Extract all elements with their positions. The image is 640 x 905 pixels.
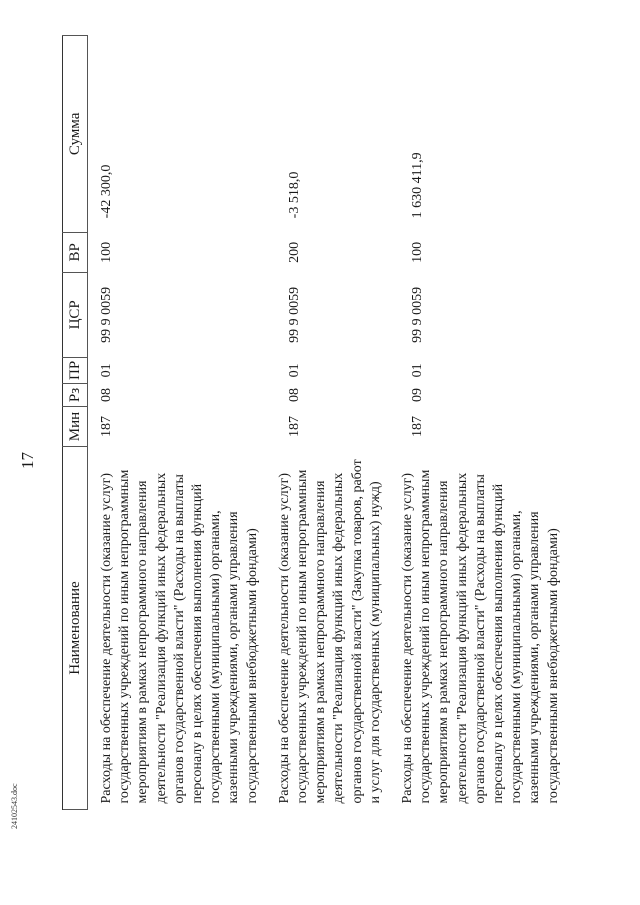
cell-sum: 1 630 411,9 — [410, 152, 426, 219]
cell-csr: 99 9 0059 — [99, 286, 114, 343]
file-name-footer: 24102543.doc — [10, 783, 19, 829]
cell-vr: 100 — [99, 241, 114, 263]
header-vr: ВР — [63, 232, 88, 272]
cell-rz: 08 — [99, 388, 114, 402]
header-rz: Рз — [63, 384, 88, 407]
cell-vr: 200 — [286, 241, 302, 263]
header-name: Наименование — [63, 447, 88, 810]
row-name-text: Расходы на обеспечение деятельности (оказание услуг) государственных учреждений по иным непрограммным мероприятиям в рамках непрограммного направления деятельности "Реализация функций иных федеральных органов государственной власти" (Закупка товаров, работ и услуг для государственных (муниципальных) нужд) — [276, 459, 383, 804]
page-number: 17 — [18, 452, 37, 469]
table-row — [276, 35, 399, 809]
cell-csr: 99 9 0059 — [410, 286, 426, 343]
cell-rz: 08 — [286, 388, 302, 402]
row-name-text: Расходы на обеспечение деятельности (оказание услуг) государственных учреждений по иным непрограммным мероприятиям в рамках непрограммного направления деятельности "Реализация функций иных федеральных органов государственной власти" (Расходы на выплаты персоналу в целях обеспечения выполнения функций государственными (муниципальными) органами, казенными учреждениями, органами управления государственными внебюджетными фондами) — [400, 469, 561, 804]
cell-pr: 01 — [99, 363, 114, 378]
cell-min: 187 — [410, 416, 426, 437]
cell-vr: 100 — [410, 241, 426, 263]
cell-csr: 99 9 0059 — [286, 286, 302, 343]
budget-table — [62, 35, 577, 810]
cell-name — [88, 447, 276, 810]
cell-min: 187 — [286, 416, 302, 437]
header-csr: ЦСР — [63, 272, 88, 357]
table-row — [88, 35, 276, 809]
cell-name — [276, 447, 399, 810]
header-sum: Сумма — [63, 35, 88, 232]
header-pr: ПР — [63, 357, 88, 383]
table-row — [399, 35, 577, 809]
row-name-text: Расходы на обеспечение деятельности (оказание услуг) государственных учреждений по иным непрограммным мероприятиям в рамках непрограммного направления деятельности "Реализация функций иных федеральных органов государственной власти" (Расходы на выплаты персоналу в целях обеспечения выполнения функций государственными (муниципальными) органами, казенными учреждениями, органами управления государственными внебюджетными фондами) — [99, 469, 260, 804]
cell-min: 187 — [99, 416, 114, 437]
cell-sum: -3 518,0 — [286, 171, 302, 219]
cell-sum: -42 300,0 — [99, 164, 114, 219]
cell-pr: 01 — [286, 363, 302, 378]
cell-rz: 09 — [410, 388, 426, 402]
table-header-row — [63, 35, 88, 809]
cell-pr: 01 — [410, 363, 426, 378]
cell-name — [399, 447, 577, 810]
header-min: Мин — [63, 407, 88, 447]
